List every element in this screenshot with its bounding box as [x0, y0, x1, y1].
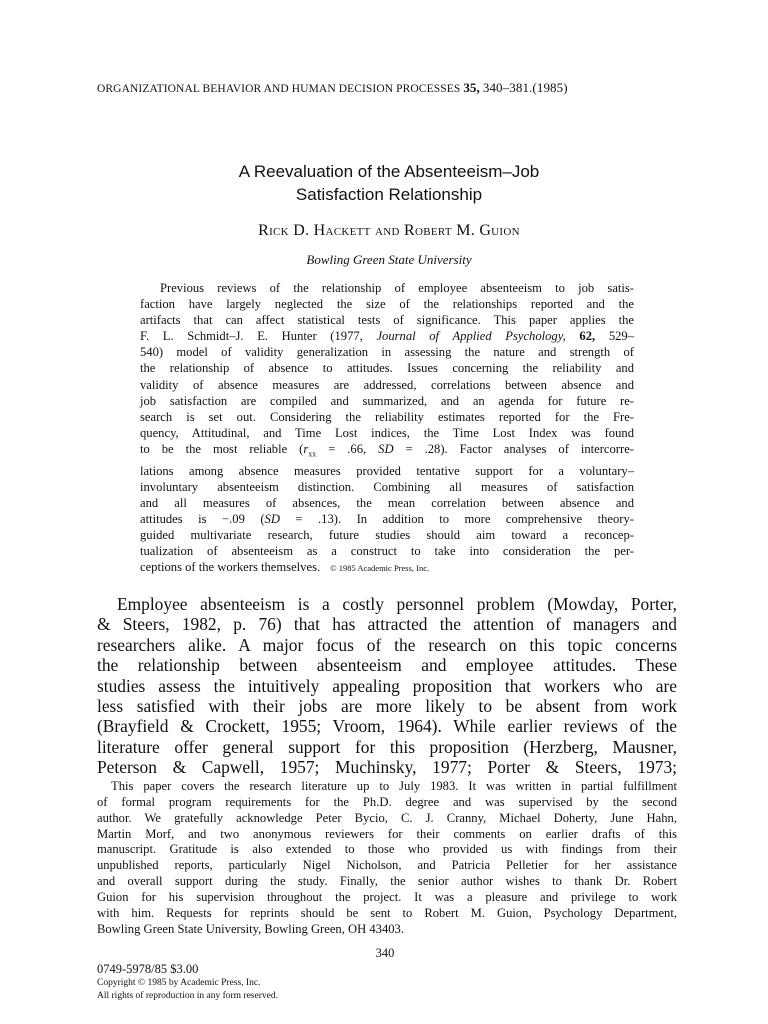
- author-affiliation: Bowling Green State University: [306, 252, 472, 267]
- cited-journal: Journal of Applied Psychology,: [376, 329, 566, 344]
- footnote: [97, 779, 677, 937]
- body-text: [97, 594, 677, 778]
- issn-price: 0749-5978/85 $3.00: [97, 962, 199, 976]
- abstract-line: attitudes is −.09 (SD = .13). In addition to more comprehensive theory-: [140, 511, 634, 526]
- title-line-1: A Reevaluation of the Absenteeism–Job: [238, 162, 540, 181]
- abstract-line: F. L. Schmidt–J. E. Hunter (1977, Journal of Applied Psychology, 62, 529–: [140, 329, 634, 344]
- title-line-2: Satisfaction Relationship: [295, 185, 483, 204]
- abstract-line: quency, Attitudinal, and Time Lost indices, the Time Lost Index was found: [140, 425, 634, 440]
- abstract-line: ceptions of the workers themselves. © 1985 Academic Press, Inc.: [140, 560, 430, 575]
- imprint-copyright: Copyright © 1985 by Academic Press, Inc.: [97, 977, 261, 988]
- footnote-line: with him. Requests for reprints should be sent to Robert M. Guion, Psychology Department,: [97, 905, 677, 920]
- body-line: & Steers, 1982, p. 76) that has attracted the attention of managers and: [97, 614, 677, 635]
- body-line: Employee absenteeism is a costly personnel problem (Mowday, Porter,: [117, 594, 677, 614]
- abstract: [140, 280, 634, 576]
- abstract-line: lations among absence measures provided tentative support for a voluntary–: [140, 463, 634, 478]
- body-line: less satisfied with their jobs are more likely to be absent from work: [97, 696, 677, 717]
- footnote-line: manuscript. Gratitude is also extended to those who provided us with findings from their: [97, 842, 677, 857]
- abstract-line: search is set out. Considering the reliability estimates reported for the Fre-: [140, 409, 634, 424]
- abstract-line: guided multivariate research, future studies should aim toward a reconcep-: [140, 527, 634, 542]
- footnote-line: Guion for his supervision throughout the project. It was a pleasure and privilege to work: [97, 889, 677, 904]
- footnote-line: and overall support during the study. Finally, the senior author wishes to thank Dr. Robert: [97, 874, 677, 889]
- author-names: Rick D. Hackett and Robert M. Guion: [258, 222, 520, 239]
- footnote-line: Martin Morf, and two anonymous reviewers for their comments on earlier drafts of this: [97, 826, 677, 841]
- footnote-line: author. We gratefully acknowledge Peter Bycio, C. J. Cranny, Michael Doherty, June Hahn,: [97, 810, 677, 825]
- body-line: Peterson & Capwell, 1957; Muchinsky, 1977; Porter & Steers, 1973;: [97, 757, 677, 778]
- abstract-line: 540) model of validity generalization in assessing the nature and strength of: [140, 345, 634, 360]
- article-title: [160, 160, 618, 206]
- footnote-line: Bowling Green State University, Bowling Green, OH 43403.: [97, 921, 404, 936]
- abstract-copyright: © 1985 Academic Press, Inc.: [330, 563, 430, 574]
- abstract-line: tualization of absenteeism as a construct to take into consideration the per-: [140, 544, 634, 559]
- abstract-line: Previous reviews of the relationship of employee absenteeism to job satis-: [160, 281, 634, 295]
- body-line: literature offer general support for this proposition (Herzberg, Mausner,: [97, 736, 677, 757]
- abstract-line: artifacts that can affect statistical tests of significance. This paper applies the: [140, 313, 634, 328]
- imprint-rights: All rights of reproduction in any form reserved.: [97, 991, 278, 1001]
- imprint: [97, 963, 397, 1004]
- footnote-line: This paper covers the research literature up to July 1983. It was written in partial fulfillment: [111, 779, 677, 793]
- abstract-line: to be the most reliable ($r_{xx} = .66$, SD = .28). Factor analyses of intercorre-: [140, 441, 634, 459]
- running-head: [97, 80, 697, 96]
- body-line: (Brayfield & Crockett, 1955; Vroom, 1964). While earlier reviews of the: [97, 716, 677, 737]
- page-number: 340: [375, 946, 395, 960]
- body-line: the relationship between absenteeism and employee attitudes. These: [97, 655, 677, 676]
- footnote-line: of formal program requirements for the Ph.D. degree and was supervised by the second: [97, 794, 677, 809]
- abstract-line: job satisfaction are compiled and summarized, and an agenda for future re-: [140, 393, 634, 408]
- journal-pages: 340–381: [482, 80, 530, 95]
- journal-name: ORGANIZATIONAL BEHAVIOR AND HUMAN DECISION PROCESSES: [97, 83, 461, 95]
- abstract-line: validity of absence measures are addressed, correlations between absence and: [140, 377, 634, 392]
- body-line: studies assess the intuitively appealing proposition that workers who are: [97, 675, 677, 696]
- journal-year: .(1985): [529, 80, 568, 95]
- journal-volume: 35,: [463, 80, 480, 95]
- abstract-line: faction have largely neglected the size of the relationships reported and the: [140, 297, 634, 312]
- body-line: researchers alike. A major focus of the research on this topic concerns: [97, 634, 677, 655]
- abstract-line: the relationship of absence to attitudes. Issues concerning the reliability and: [140, 361, 634, 376]
- footnote-line: unpublished reports, particularly Nigel Nicholson, and Patricia Pelletier for her assistance: [97, 858, 677, 873]
- abstract-line: and all measures of absences, the mean correlation between absence and: [140, 495, 634, 510]
- abstract-line: involuntary absenteeism distinction. Combining all measures of satisfaction: [140, 479, 634, 494]
